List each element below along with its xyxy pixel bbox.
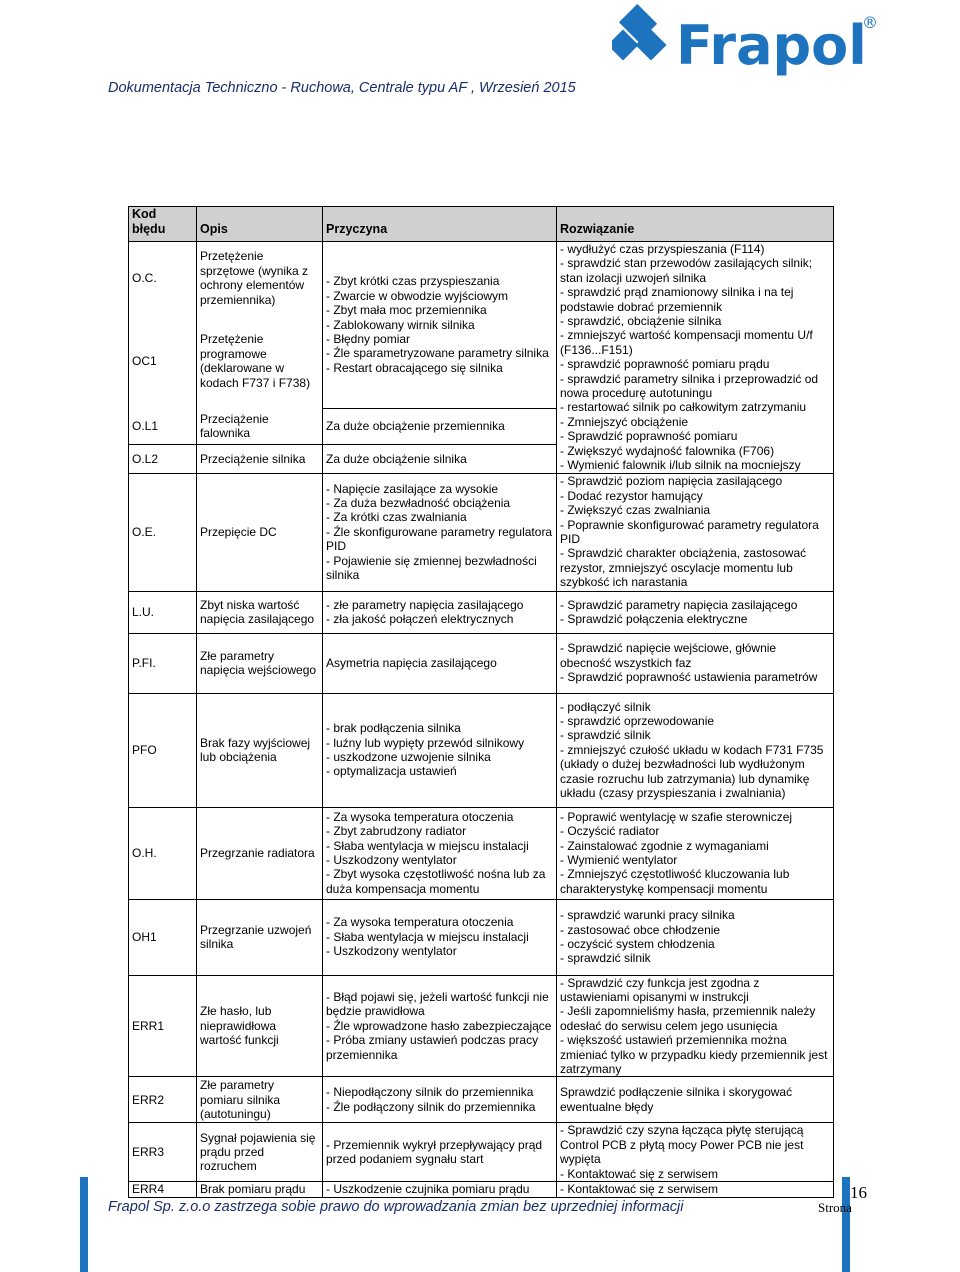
header-kod: Kod błędu bbox=[129, 207, 197, 242]
error-cause: - Napięcie zasilające za wysokie - Za duża bezwładność obciążenia - Za krótki czas zwalniania - Źle skonfigurowane parametry regulatora PID - Pojawienie się zmiennej bezwładności silnika bbox=[323, 473, 557, 591]
table-row bbox=[129, 633, 834, 693]
error-description: Zbyt niska wartość napięcia zasilającego bbox=[197, 591, 323, 633]
table-row bbox=[129, 242, 834, 315]
document-title: Dokumentacja Techniczno - Ruchowa, Centrale typu AF , Wrzesień 2015 bbox=[108, 80, 576, 96]
frapol-logo bbox=[612, 0, 882, 78]
error-description: Brak fazy wyjściowej lub obciążenia bbox=[197, 693, 323, 807]
error-description: Złe hasło, lub nieprawidłowa wartość funkcji bbox=[197, 975, 323, 1077]
footer-bar-right bbox=[842, 1177, 850, 1272]
error-description: Złe parametry pomiaru silnika (autotuningu) bbox=[197, 1077, 323, 1123]
table-row bbox=[129, 1181, 834, 1197]
logo-text: Frapol bbox=[676, 14, 867, 77]
error-code: O.L1 bbox=[129, 408, 197, 445]
error-solution: - Sprawdzić parametry napięcia zasilającego - Sprawdzić połączenia elektryczne bbox=[557, 591, 834, 633]
error-description: Przegrzanie uzwojeń silnika bbox=[197, 899, 323, 975]
error-cause: - Za wysoka temperatura otoczenia - Zbyt zabrudzony radiator - Słaba wentylacja w miejscu instalacji - Uszkodzony wentylator - Zbyt wysoka częstotliwość nośna lub za duża kompensacja momentu bbox=[323, 807, 557, 899]
error-cause: - Niepodłączony silnik do przemiennika - Źle podłączony silnik do przemiennika bbox=[323, 1077, 557, 1123]
error-solution: - Sprawdzić poziom napięcia zasilającego - Dodać rezystor hamujący - Zwiększyć czas zwalniania - Poprawnie skonfigurować parametry regulatora PID - Sprawdzić charakter obciążenia, zastosować rezystor, zmniejszyć oscylacje momentu lub szybkość ich narastania bbox=[557, 473, 834, 591]
error-solution: - sprawdzić warunki pracy silnika - zastosować obce chłodzenie - oczyścić system chłodzenia - sprawdzić silnik bbox=[557, 899, 834, 975]
error-cause: - Błąd pojawi się, jeżeli wartość funkcji nie będzie prawidłowa - Źle wprowadzone hasło zabezpieczające - Próba zmiany ustawień podczas pracy przemiennika bbox=[323, 975, 557, 1077]
error-solution: - wydłużyć czas przyspieszania (F114) - sprawdzić stan przewodów zasilających silnik; stan izolacji uzwojeń silnika - sprawdzić prąd znamionowy silnika i na tej podstawie dobrać przemiennik - sprawdzić, obciążenie silnika - zmniejszyć wartość kompensacji momentu U/f (F136...F151) - sprawdzić poprawność pomiaru prądu - sprawdzić parametry silnika i przeprowadzić od nowa procedurę autotuningu - restartować silnik po całkowitym zatrzymaniu - Zmniejszyć obciążenie - Sprawdzić poprawność pomiaru - Zwiększyć wydajność falownika (F706) - Wymienić falownik i/lub silnik na mocniejszy bbox=[557, 242, 834, 474]
error-description: Brak pomiaru prądu bbox=[197, 1181, 323, 1197]
error-code: OC1 bbox=[129, 315, 197, 408]
page-label: Strona bbox=[818, 1200, 852, 1215]
error-solution: - Sprawdzić czy funkcja jest zgodna z ustawieniami opisanymi w instrukcji - Jeśli zapomnieliśmy hasła, przemiennik należy odesłać do serwisu celem jego usunięcia - większość ustawień przemiennika można zmieniać tylko w przypadku kiedy przemiennik jest zatrzymany bbox=[557, 975, 834, 1077]
error-solution: - Poprawić wentylację w szafie sterowniczej - Oczyścić radiator - Zainstalować zgodnie z wymaganiami - Wymienić wentylator - Zmniejszyć częstotliwość kluczowania lub charakterystykę kompensacji momentu bbox=[557, 807, 834, 899]
table-header-row bbox=[129, 207, 834, 242]
error-description: Sygnał pojawienia się prądu przed rozruchem bbox=[197, 1123, 323, 1182]
footer-bar-left bbox=[80, 1177, 88, 1272]
error-cause: - Uszkodzenie czujnika pomiaru prądu bbox=[323, 1181, 557, 1197]
page-number: 16 bbox=[850, 1183, 867, 1202]
error-cause: - Zbyt krótki czas przyspieszania - Zwarcie w obwodzie wyjściowym - Zbyt mała moc przemiennika - Zablokowany wirnik silnika - Błędny pomiar - Źle sparametryzowane parametry silnika - Restart obracającego się silnika bbox=[323, 242, 557, 409]
header-rozwiazanie: Rozwiązanie bbox=[557, 207, 834, 242]
error-code: P.FI. bbox=[129, 633, 197, 693]
table-row bbox=[129, 1077, 834, 1123]
error-code: L.U. bbox=[129, 591, 197, 633]
error-cause: Za duże obciążenie przemiennika bbox=[323, 408, 557, 445]
error-description: Przetężenie programowe (deklarowane w kodach F737 i F738) bbox=[197, 315, 323, 408]
error-description: Przeciążenie silnika bbox=[197, 445, 323, 473]
error-code: ERR3 bbox=[129, 1123, 197, 1182]
table-row bbox=[129, 591, 834, 633]
error-cause: - złe parametry napięcia zasilającego - zła jakość połączeń elektrycznych bbox=[323, 591, 557, 633]
header-przyczyna: Przyczyna bbox=[323, 207, 557, 242]
error-description: Przeciążenie falownika bbox=[197, 408, 323, 445]
error-solution: - Sprawdzić napięcie wejściowe, głównie obecność wszystkich faz - Sprawdzić poprawność ustawienia parametrów bbox=[557, 633, 834, 693]
error-cause: - Za wysoka temperatura otoczenia - Słaba wentylacja w miejscu instalacji - Uszkodzony wentylator bbox=[323, 899, 557, 975]
error-code: O.C. bbox=[129, 242, 197, 315]
table-row bbox=[129, 473, 834, 591]
footer-disclaimer: Frapol Sp. z.o.o zastrzega sobie prawo do wprowadzania zmian bez uprzedniej informacji bbox=[108, 1199, 684, 1215]
error-solution: - Sprawdzić czy szyna łącząca płytę sterującą Control PCB z płytą mocy Power PCB nie jest wypięta - Kontaktować się z serwisem bbox=[557, 1123, 834, 1182]
error-description: Przetężenie sprzętowe (wynika z ochrony elementów przemiennika) bbox=[197, 242, 323, 315]
error-code: O.E. bbox=[129, 473, 197, 591]
error-code-table bbox=[128, 206, 834, 1198]
error-code: O.H. bbox=[129, 807, 197, 899]
table-body bbox=[129, 242, 834, 1198]
error-code: ERR4 bbox=[129, 1181, 197, 1197]
error-solution: Sprawdzić podłączenie silnika i skorygować ewentualne błędy bbox=[557, 1077, 834, 1123]
table-row bbox=[129, 693, 834, 807]
error-code: ERR2 bbox=[129, 1077, 197, 1123]
error-solution: - podłączyć silnik - sprawdzić oprzewodowanie - sprawdzić silnik - zmniejszyć czułość układu w kodach F731 F735 (układy o dużej bezwładności lub wydłużonym czasie rozruchu lub zatrzymania) lub dynamikę układu (czasy przyspieszania i zwalniania) bbox=[557, 693, 834, 807]
error-description: Złe parametry napięcia wejściowego bbox=[197, 633, 323, 693]
error-code: OH1 bbox=[129, 899, 197, 975]
table-row bbox=[129, 975, 834, 1077]
error-cause: Za duże obciążenie silnika bbox=[323, 445, 557, 473]
error-description: Przepięcie DC bbox=[197, 473, 323, 591]
error-description: Przegrzanie radiatora bbox=[197, 807, 323, 899]
table-row bbox=[129, 899, 834, 975]
logo-registered: ® bbox=[862, 13, 878, 32]
table-row bbox=[129, 1123, 834, 1182]
table-row bbox=[129, 807, 834, 899]
error-cause: - Przemiennik wykrył przepływający prąd przed podaniem sygnału start bbox=[323, 1123, 557, 1182]
error-cause: - brak podłączenia silnika - luźny lub wypięty przewód silnikowy - uszkodzone uzwojenie silnika - optymalizacja ustawień bbox=[323, 693, 557, 807]
error-solution: - Kontaktować się z serwisem bbox=[557, 1181, 834, 1197]
header-opis: Opis bbox=[197, 207, 323, 242]
error-code: ERR1 bbox=[129, 975, 197, 1077]
error-cause: Asymetria napięcia zasilającego bbox=[323, 633, 557, 693]
error-code: O.L2 bbox=[129, 445, 197, 473]
error-code: PFO bbox=[129, 693, 197, 807]
